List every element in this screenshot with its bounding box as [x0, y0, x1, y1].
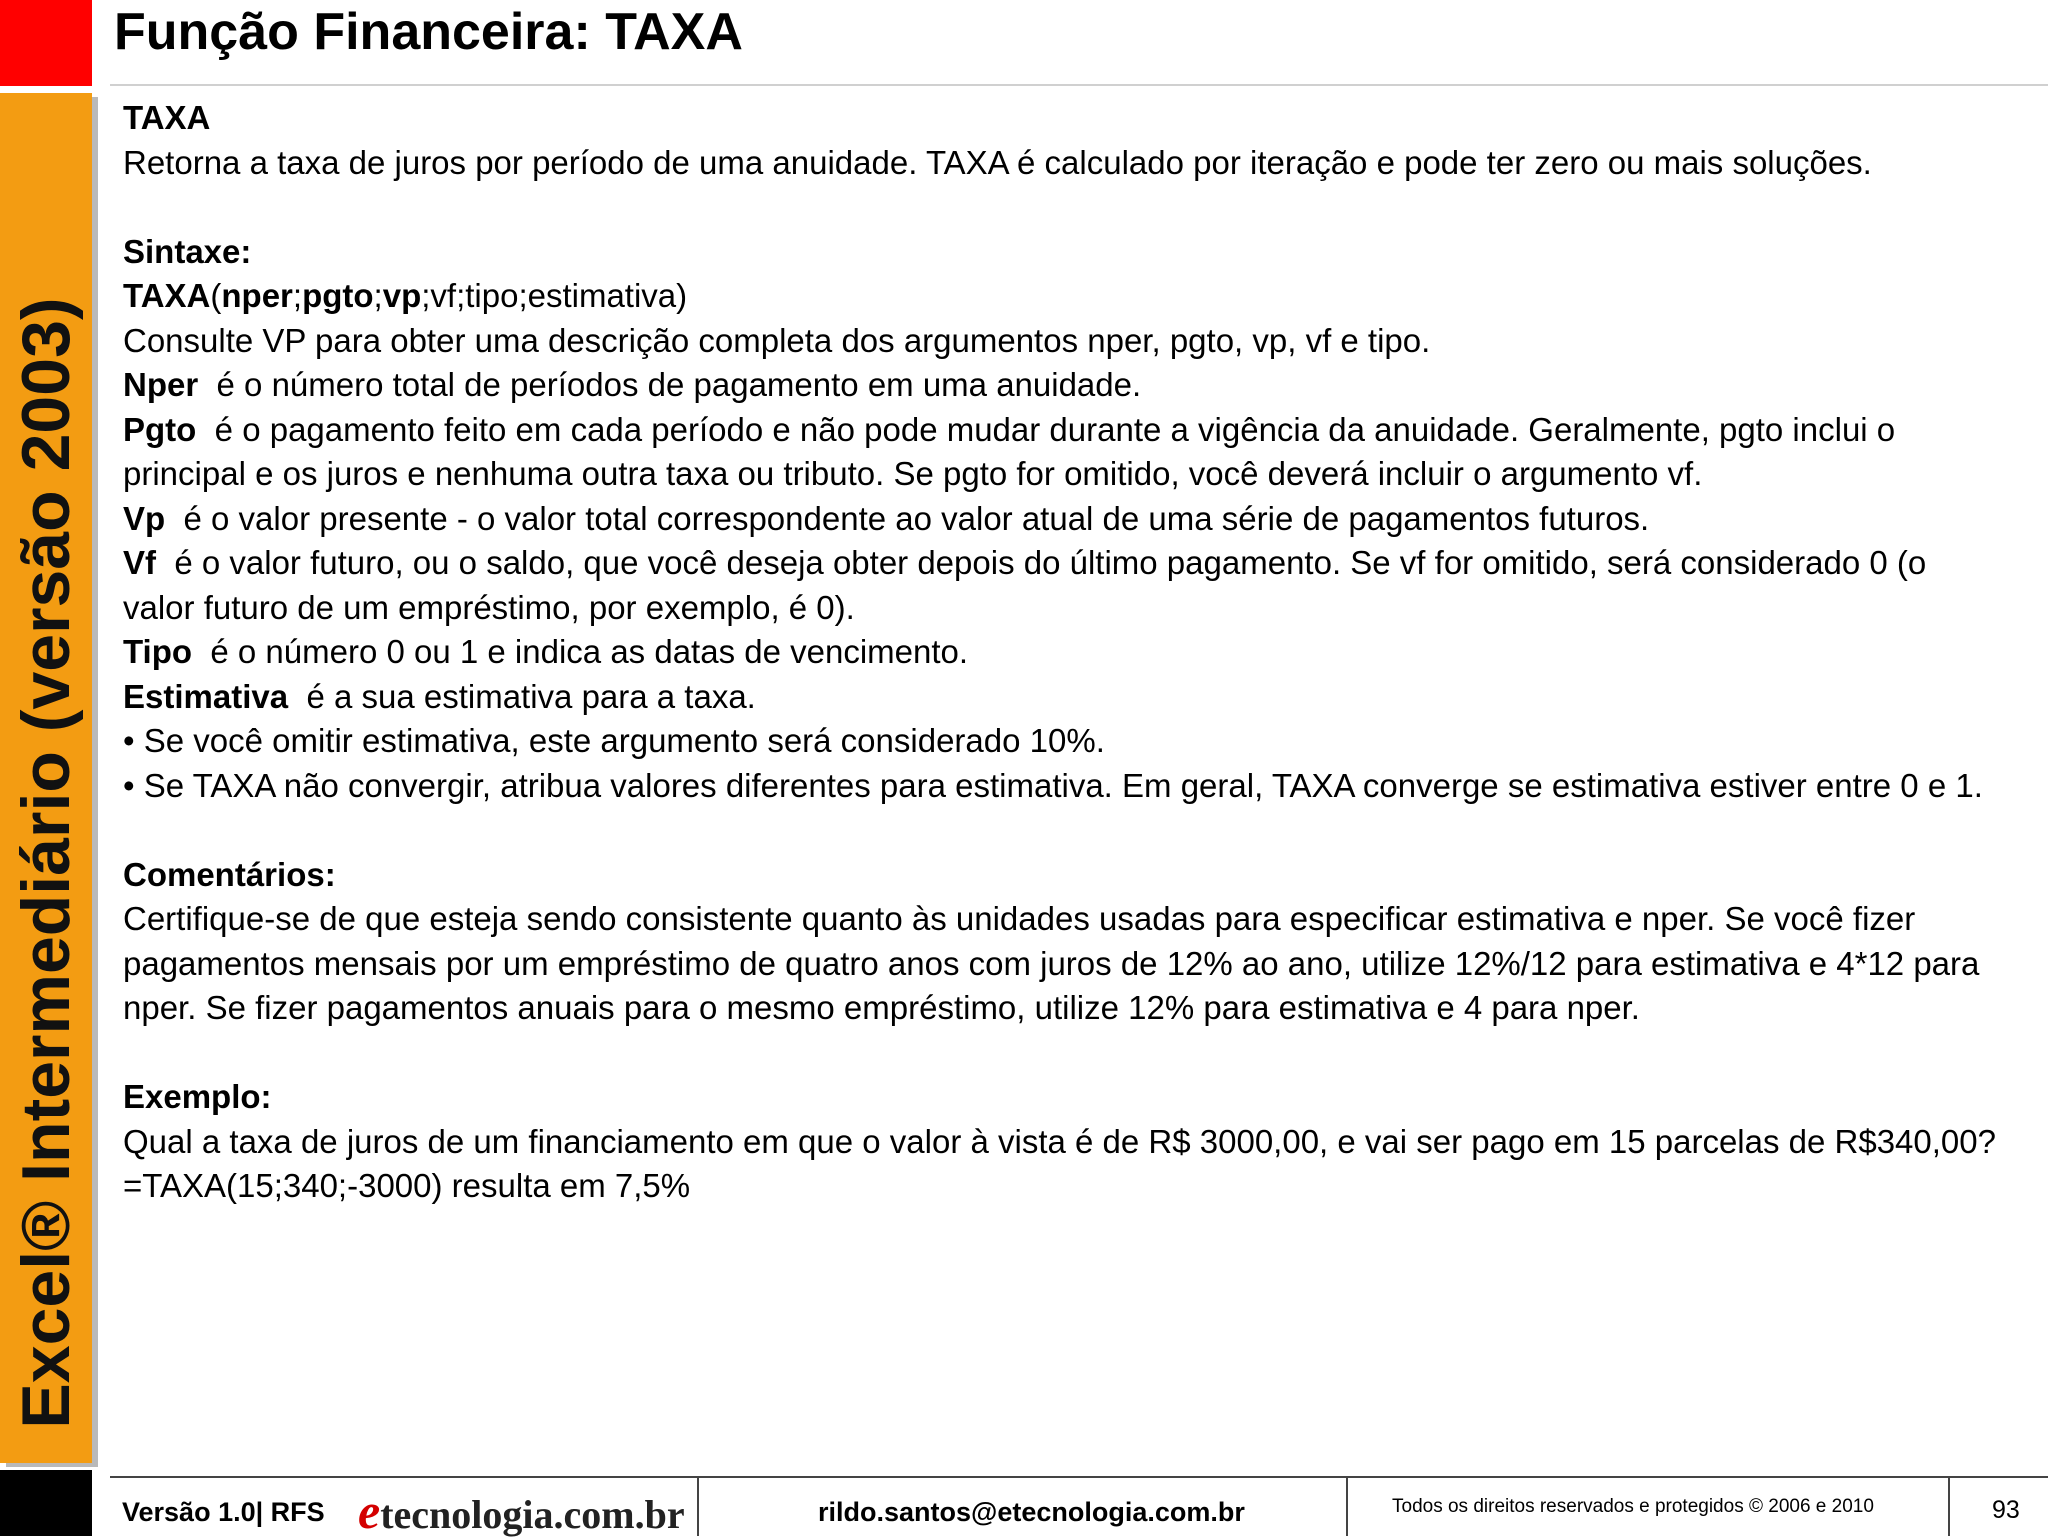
arg-estimativa: [123, 675, 2003, 720]
syntax-sep: ;: [373, 277, 383, 314]
footer-separator: [1346, 1478, 1348, 1536]
spacer: [123, 1031, 2003, 1076]
page-number: 93: [1992, 1496, 2020, 1524]
arg-name: Pgto: [123, 410, 197, 448]
comments-text: Certifique-se de que esteja sendo consistente quanto às unidades usadas para especificar estimativa e nper. Se você fizer pagamentos mensais por um empréstimo de quatro anos com juros de 12% ao ano, utilize 12%/12 para estimativa e 4*12 para nper. Se fizer pagamentos anuais para o mesmo empréstimo, utilize 12% para estimativa e 4 para nper.: [123, 900, 1980, 1026]
sidebar-band: [0, 93, 92, 1463]
arg-name: Vf: [123, 544, 156, 581]
arg-vf: [123, 541, 2003, 630]
bullet-item: • Se TAXA não convergir, atribua valores diferentes para estimativa. Em geral, TAXA converge se estimativa estiver entre 0 e 1.: [123, 766, 1983, 804]
syntax-sep: ;: [292, 277, 303, 314]
consult-note: Consulte VP para obter uma descrição completa dos argumentos nper, pgto, vp, vf e tipo.: [123, 321, 1431, 359]
example-question: Qual a taxa de juros de um financiamento em que o valor à vista é de R$ 3000,00, e vai ser pago em 15 parcelas de R$340,00?: [123, 1122, 1996, 1160]
footer-email: rildo.santos@etecnologia.com.br: [818, 1497, 1245, 1527]
footer-divider: [110, 1476, 2048, 1478]
syntax-open: (: [210, 277, 222, 314]
syntax-arg-vp: vp: [382, 277, 422, 314]
sidebar-vertical-title: Excel® Intermediário (versão 2003): [8, 297, 84, 1429]
comments-label: Comentários:: [123, 855, 336, 893]
syntax-arg-nper: nper: [221, 277, 293, 314]
syntax-label: Sintaxe:: [123, 232, 252, 270]
page-title: Função Financeira: TAXA: [114, 3, 743, 61]
syntax-line: [123, 274, 2003, 319]
arg-pgto: [123, 408, 2003, 497]
arg-name: Tipo: [123, 633, 193, 670]
footer-version: Versão 1.0| RFS: [122, 1497, 325, 1527]
example-result: =TAXA(15;340;-3000) resulta em 7,5%: [123, 1167, 691, 1204]
function-heading: TAXA: [123, 99, 211, 136]
arg-tipo: [123, 630, 2003, 675]
syntax-rest: ;vf;tipo;estimativa): [421, 277, 688, 314]
arg-desc: é o valor presente - o valor total correspondente ao valor atual de uma série de pagamentos futuros.: [183, 499, 1650, 537]
arg-vp: [123, 497, 2003, 542]
arg-desc: é a sua estimativa para a taxa.: [306, 677, 756, 715]
arg-name: Nper: [123, 366, 199, 403]
arg-desc: é o número total de períodos de pagamento em uma anuidade.: [216, 366, 1142, 403]
footer-separator: [1948, 1478, 1950, 1536]
arg-desc: é o valor futuro, ou o saldo, que você deseja obter depois do último pagamento. Se vf for omitido, será considerado 0 (o valor futuro de um empréstimo, por exemplo, é 0).: [123, 544, 1927, 626]
arg-name: Estimativa: [123, 677, 289, 715]
bullet-item: • Se você omitir estimativa, este argumento será considerado 10%.: [123, 722, 1105, 759]
corner-black-block: [0, 1470, 92, 1536]
corner-red-block: [0, 0, 92, 86]
example-label: Exemplo:: [123, 1078, 272, 1115]
main-content: [123, 96, 2003, 1209]
footer-copyright: Todos os direitos reservados e protegidos © 2006 e 2010: [1392, 1496, 1874, 1517]
arg-name: Vp: [123, 499, 166, 537]
etecnologia-logo: [358, 1482, 685, 1540]
syntax-arg-pgto: pgto: [302, 277, 374, 314]
logo-text: tecnologia.com.br: [380, 1492, 685, 1537]
spacer: [123, 185, 2003, 230]
arg-desc: é o número 0 ou 1 e indica as datas de vencimento.: [210, 633, 969, 670]
function-intro: Retorna a taxa de juros por período de uma anuidade. TAXA é calculado por iteração e pode ter zero ou mais soluções.: [123, 143, 1872, 181]
arg-nper: [123, 363, 2003, 408]
footer-separator: [697, 1478, 699, 1536]
spacer: [123, 808, 2003, 853]
arg-desc: é o pagamento feito em cada período e não pode mudar durante a vigência da anuidade. Geralmente, pgto inclui o principal e os juros e nenhuma outra taxa ou tributo. Se pgto for omitido, você deverá incluir o argumento vf.: [123, 410, 1896, 492]
syntax-function: TAXA: [123, 277, 211, 314]
title-divider: [110, 84, 2048, 86]
logo-e: e: [358, 1483, 381, 1539]
